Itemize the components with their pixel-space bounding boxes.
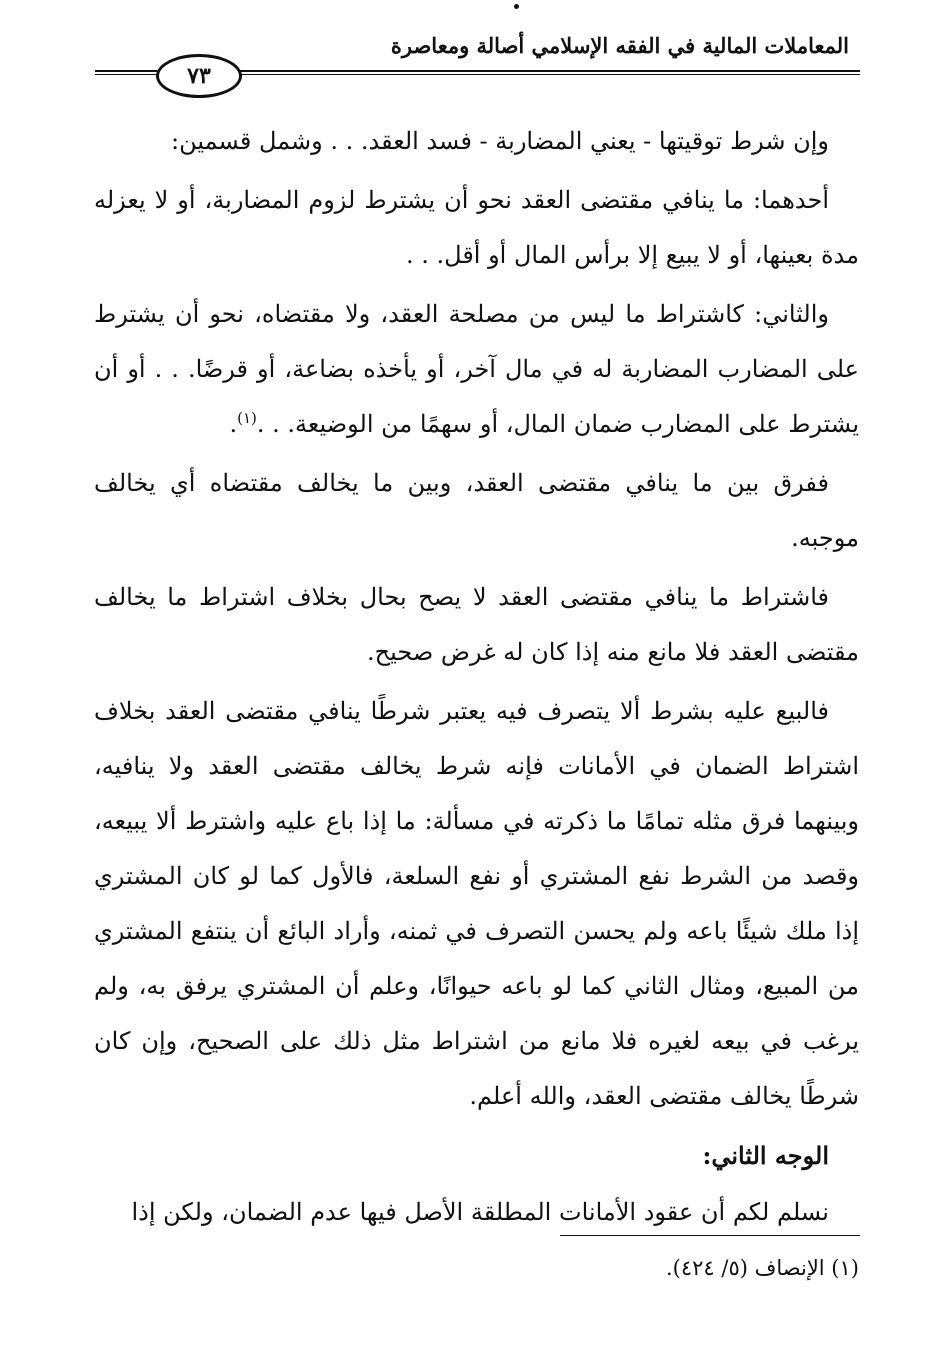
section-subheading: الوجه الثاني: (702, 1141, 829, 1170)
ink-dot (514, 4, 519, 9)
main-text (94, 114, 859, 1244)
paragraph: ففرق بين ما ينافي مقتضى العقد، وبين ما يخالف مقتضاه أي يخالف موجبه. (94, 469, 859, 552)
page-number: ٧٣ (156, 54, 242, 98)
paragraph: فاشتراط ما ينافي مقتضى العقد لا يصح بحال بخلاف اشتراط ما يخالف مقتضى العقد فلا مانع منه إذا كان له غرض صحيح. (94, 583, 859, 666)
paragraph-end: . (229, 410, 238, 438)
running-title: المعاملات المالية في الفقه الإسلامي أصالة ومعاصرة (390, 33, 849, 58)
paragraph (94, 287, 859, 452)
paragraph: وإن شرط توقيتها - يعني المضاربة - فسد العقد. . . وشمل قسمين: (171, 127, 829, 155)
footnote-reference[interactable]: (١) (237, 409, 257, 427)
paragraph: أحدهما: ما ينافي مقتضى العقد نحو أن يشترط لزوم المضاربة، أو لا يعزله مدة بعينها، أو لا يبيع إلا برأس المال أو أقل. . . (94, 186, 859, 269)
paragraph-text: والثاني: كاشتراط ما ليس من مصلحة العقد، ولا مقتضاه، نحو أن يشترط على المضارب المضاربة له في مال آخر، أو يأخذه بضاعة، أو قرضًا. . . أو أن يشترط على المضارب ضمان المال، أو سهمًا من الوضيعة. . . (94, 300, 859, 438)
paragraph: فالبيع عليه بشرط ألا يتصرف فيه يعتبر شرطًا ينافي مقتضى العقد بخلاف اشتراط الضمان في الأمانات فإنه شرط يخالف مقتضى العقد ولا ينافيه، وبينهما فرق مثله تمامًا ما ذكرته في مسألة: ما إذا باع عليه واشترط ألا يبيعه، وقصد من الشرط نفع المشتري أو نفع السلعة، فالأول كما لو كان المشتري إذا ملك شيئًا باعه ولم يحسن التصرف في ثمنه، وأراد البائع أن ينتفع المشتري من المبيع، ومثال الثاني كما لو باعه حيوانًا، وعلم أن المشتري يرفق به، ولم يرغب في بيعه لغيره فلا مانع من اشتراط مثل ذلك على الصحيح، وإن كان شرطًا يخالف مقتضى العقد، والله أعلم. (94, 697, 859, 1110)
footnote-separator (560, 1235, 860, 1236)
footnote: (١) الإنصاف (٥/ ٤٢٤). (665, 1256, 859, 1280)
paragraph: نسلم لكم أن عقود الأمانات المطلقة الأصل فيها عدم الضمان، ولكن إذا (131, 1198, 829, 1226)
